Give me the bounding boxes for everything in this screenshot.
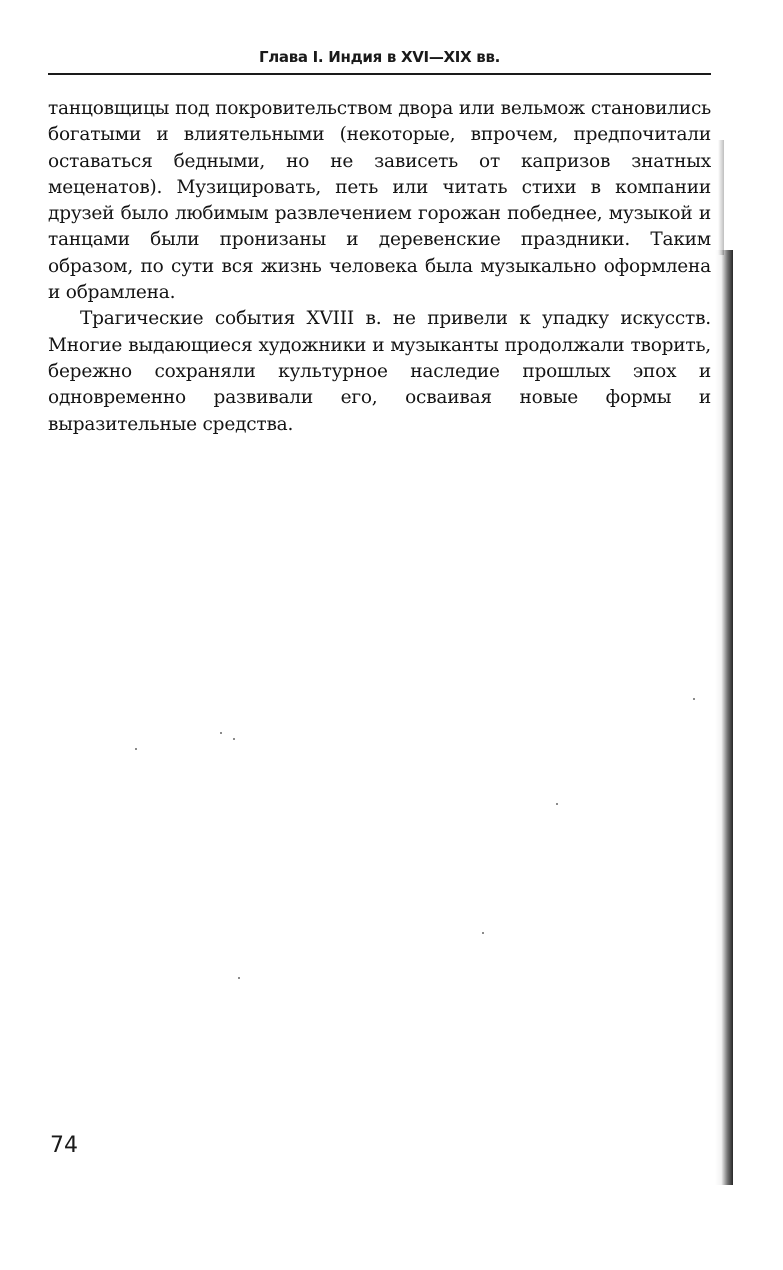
- scan-shadow-edge: [715, 250, 733, 1185]
- page-number: 74: [50, 1133, 78, 1158]
- scan-speck: [135, 748, 137, 750]
- paragraph: Трагические события XVIII в. не привели к упадку искусств. Многие выдающиеся художники и музыканты продолжали творить, бережно сохраняли культурное наследие прошлых эпох и одновременно развивали его, осваивая новые формы и выразительные средства.: [48, 308, 711, 435]
- header-rule: [48, 73, 711, 75]
- body-text: [48, 96, 711, 438]
- scan-speck: [238, 977, 240, 979]
- scan-shadow-top: [718, 140, 724, 255]
- paragraph-continued: танцовщицы под покровительством двора или вельмож становились богатыми и влиятельными (некоторые, впрочем, предпочитали оставаться бедными, но не зависеть от капризов знатных меценатов). Музицировать, петь или читать стихи в компании друзей было любимым развлечением горожан победнее, музыкой и танцами были пронизаны и деревенские праздники. Таким образом, по сути вся жизнь человека была музыкально оформлена и обрамлена.: [48, 98, 711, 304]
- scan-speck: [556, 803, 558, 805]
- running-head: Глава I. Индия в XVI—XIX вв.: [258, 48, 501, 66]
- scan-speck: [233, 738, 235, 740]
- scan-speck: [693, 698, 695, 700]
- scan-speck: [482, 932, 484, 934]
- scan-speck: [220, 732, 222, 734]
